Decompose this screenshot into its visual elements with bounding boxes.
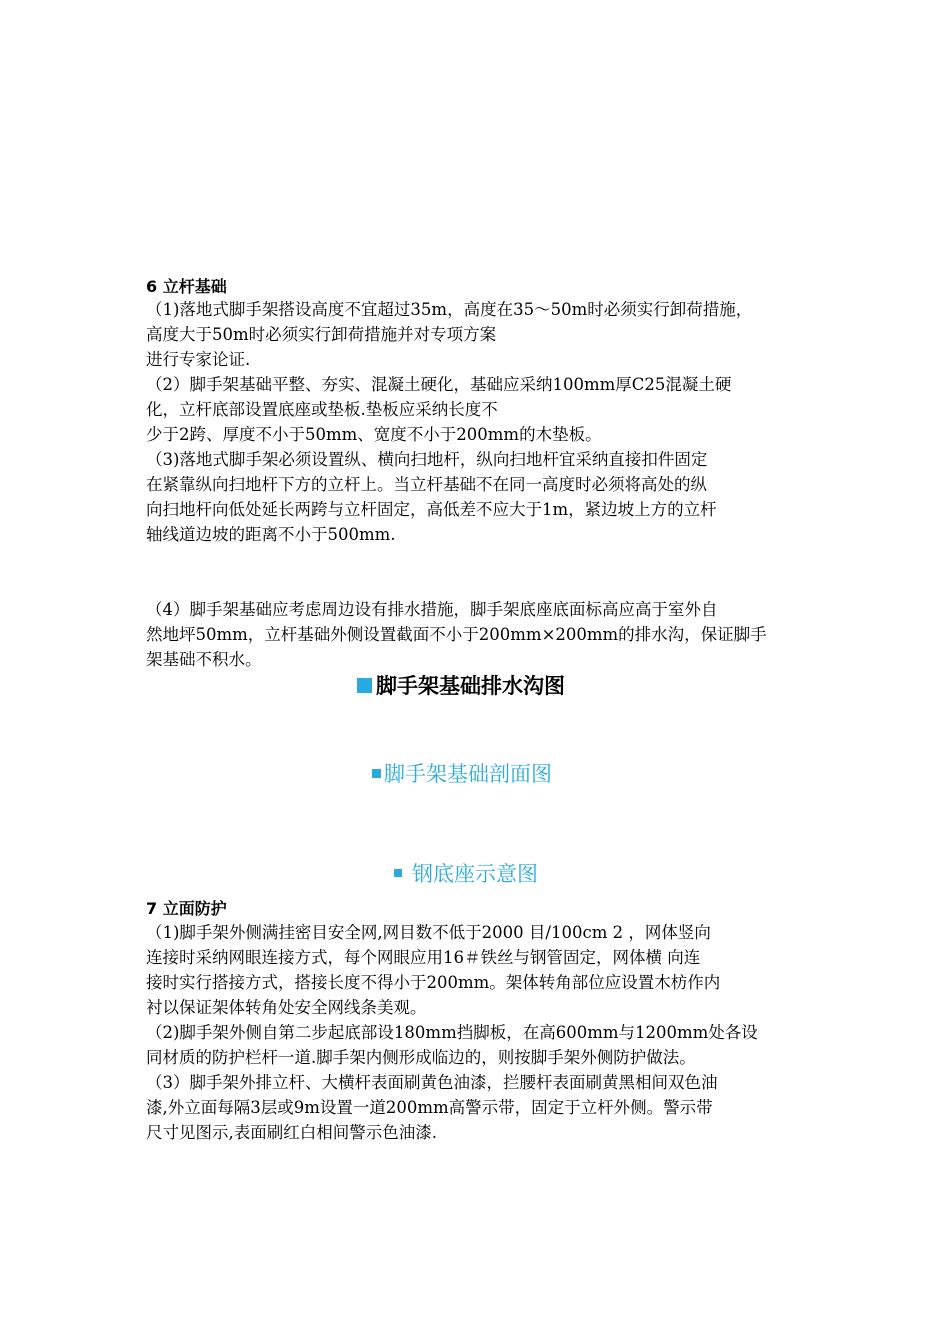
square-bullet-icon [372,769,381,778]
section-7-title: 7 立面防护 [146,899,227,918]
figure-caption-text: 脚手架基础剖面图 [384,762,552,786]
section-6-para4-line: （4）脚手架基础应考虑周边设有排水措施，脚手架底座底面标高应高于室外自 [146,600,718,619]
section-6-para4-line: 然地坪50mm，立杆基础外侧设置截面不小于200mm×200mm的排水沟，保证脚手 [146,625,767,644]
section-6-line: 化，立杆底部设置底座或垫板.垫板应采纳长度不 [146,400,498,419]
section-7-line: 漆,外立面每隔3层或9m设置一道200mm高警示带，固定于立杆外侧。警示带 [146,1098,713,1117]
figure-caption-text: 脚手架基础排水沟图 [376,674,565,698]
section-7-line: 接时实行搭接方式，搭接长度不得小于200mm。架体转角部位应设置木枋作内 [146,973,721,992]
section-7-line: （1)脚手架外侧满挂密目安全网,网目数不低于2000 目/100cm 2 ，网体竖向 [146,923,711,942]
section-6-line: 轴线道边坡的距离不小于500mm. [146,525,396,544]
section-6-line: 在紧靠纵向扫地杆下方的立杆上。当立杆基础不在同一高度时必须将高处的纵 [146,475,707,494]
section-6-line: 向扫地杆向低处延长两跨与立杆固定，高低差不应大于1m，紧边坡上方的立杆 [146,500,717,519]
section-6-line: 少于2跨、厚度不小于50mm、宽度不小于200mm的木垫板。 [146,425,602,444]
section-6-line: （1)落地式脚手架搭设高度不宜超过35m，高度在35～50m时必须实行卸荷措施， [146,300,753,319]
section-6-line: 进行专家论证. [146,350,251,369]
figure-caption-section [372,758,552,788]
section-7-line: 同材质的防护栏杆一道.脚手架内侧形成临边的，则按脚手架外侧防护做法。 [146,1048,696,1067]
section-6-title: 6 立杆基础 [146,277,227,296]
section-7-line: （3）脚手架外排立杆、大横杆表面刷黄色油漆，拦腰杆表面刷黄黑相间双色油 [146,1073,718,1092]
section-7-line: （2)脚手架外侧自第二步起底部设180mm挡脚板，在高600mm与1200mm处各设 [146,1023,758,1042]
section-7-line: 尺寸见图示,表面刷红白相间警示色油漆. [146,1123,437,1142]
figure-caption-base [394,858,538,888]
section-7-line: 连接时采纳网眼连接方式，每个网眼应用16＃铁丝与钢管固定，网体横 向连 [146,948,701,967]
square-bullet-icon [394,869,402,877]
section-6-line: （3)落地式脚手架必须设置纵、横向扫地杆，纵向扫地杆宜采纳直接扣件固定 [146,450,708,469]
section-6-para4-line: 架基础不积水。 [146,650,262,669]
section-6-line: 高度大于50m时必须实行卸荷措施并对专项方案 [146,325,497,344]
section-6-line: （2）脚手架基础平整、夯实、混凝土硬化，基础应采纳100mm厚C25混凝土硬 [146,375,732,394]
square-bullet-icon [357,678,372,693]
figure-caption-text: 钢底座示意图 [412,862,538,886]
figure-caption-drainage [357,670,565,700]
section-7-line: 衬以保证架体转角处安全网线条美观。 [146,998,427,1017]
